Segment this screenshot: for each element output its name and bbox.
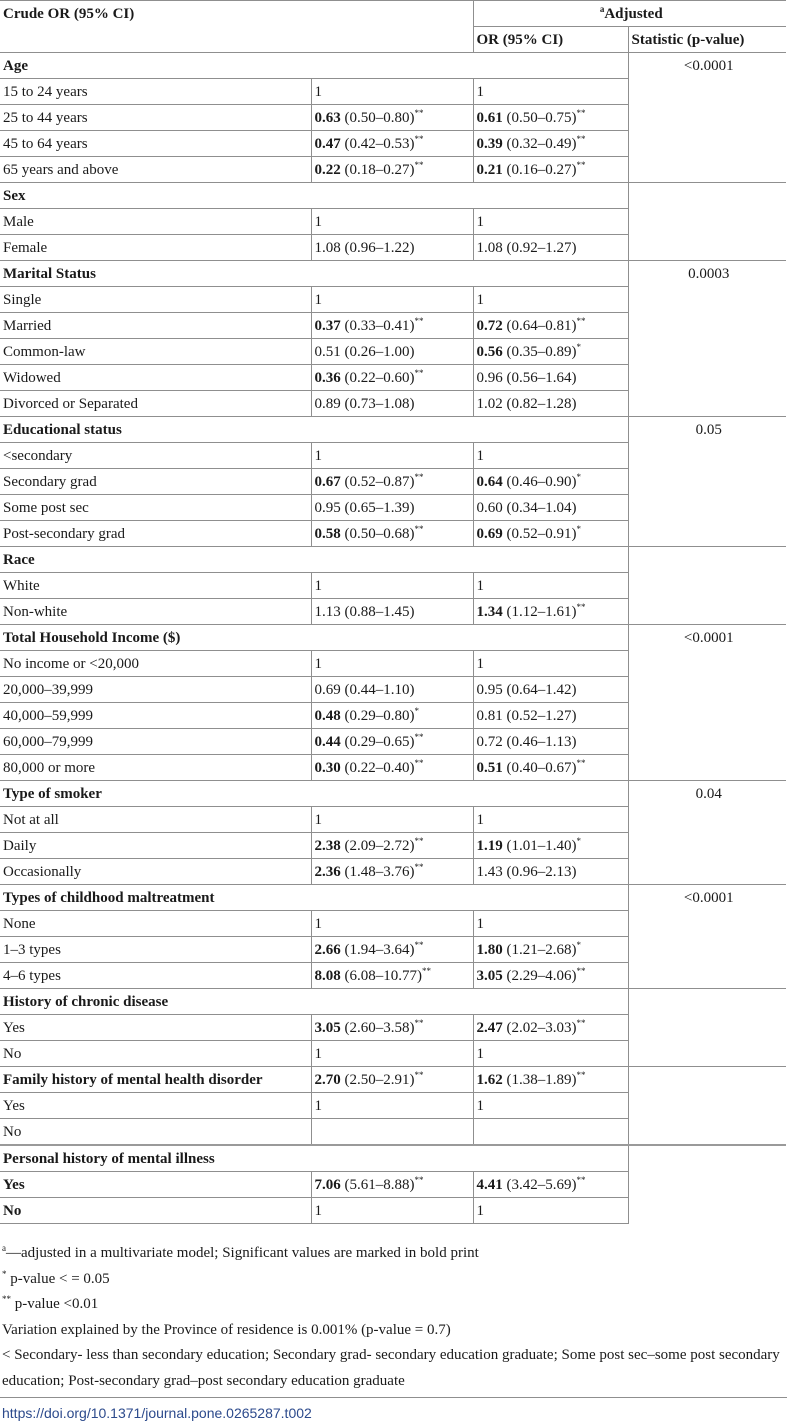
row-label: Secondary grad bbox=[0, 469, 311, 495]
table-section-row bbox=[0, 183, 786, 209]
statistic-p-value: 0.05 bbox=[628, 417, 786, 547]
adjusted-or-cell: 1.08 (0.92–1.27) bbox=[473, 235, 628, 261]
table-footnotes bbox=[2, 1241, 784, 1394]
adjusted-or-cell bbox=[473, 1119, 628, 1146]
adjusted-or-cell: 0.81 (0.52–1.27) bbox=[473, 703, 628, 729]
adjusted-or-cell: 1.19 (1.01–1.40)* bbox=[473, 833, 628, 859]
crude-or-cell: 1 bbox=[311, 1093, 473, 1119]
row-label: No bbox=[0, 1198, 311, 1224]
crude-or-cell: 1 bbox=[311, 807, 473, 833]
row-label: 60,000–79,999 bbox=[0, 729, 311, 755]
table-section-row bbox=[0, 53, 786, 79]
crude-or-cell bbox=[311, 1119, 473, 1146]
crude-or-cell: 0.22 (0.18–0.27)** bbox=[311, 157, 473, 183]
adjusted-or-cell: 1 bbox=[473, 573, 628, 599]
row-label: 15 to 24 years bbox=[0, 79, 311, 105]
row-label: 40,000–59,999 bbox=[0, 703, 311, 729]
adjusted-or-cell: 0.60 (0.34–1.04) bbox=[473, 495, 628, 521]
row-label: None bbox=[0, 911, 311, 937]
row-label: Daily bbox=[0, 833, 311, 859]
row-label: Common-law bbox=[0, 339, 311, 365]
statistic-p-value bbox=[628, 547, 786, 625]
adjusted-or-cell: 1 bbox=[473, 287, 628, 313]
header-crude-or: Crude OR (95% CI) bbox=[0, 1, 473, 53]
row-label: Male bbox=[0, 209, 311, 235]
crude-or-cell: 2.38 (2.09–2.72)** bbox=[311, 833, 473, 859]
row-label: <secondary bbox=[0, 443, 311, 469]
adjusted-or-cell: 0.39 (0.32–0.49)** bbox=[473, 131, 628, 157]
footnote-single-star: * p-value < = 0.05 bbox=[2, 1268, 110, 1287]
statistic-p-value: <0.0001 bbox=[628, 885, 786, 989]
adjusted-or-cell: 1 bbox=[473, 1093, 628, 1119]
crude-or-cell: 0.36 (0.22–0.60)** bbox=[311, 365, 473, 391]
crude-or-cell: 8.08 (6.08–10.77)** bbox=[311, 963, 473, 989]
adjusted-or-cell: 4.41 (3.42–5.69)** bbox=[473, 1172, 628, 1198]
row-label: Married bbox=[0, 313, 311, 339]
crude-or-cell: 0.89 (0.73–1.08) bbox=[311, 391, 473, 417]
crude-or-cell: 0.48 (0.29–0.80)* bbox=[311, 703, 473, 729]
crude-or-cell: 1 bbox=[311, 209, 473, 235]
section-label: Educational status bbox=[0, 417, 628, 443]
row-label: Yes bbox=[0, 1093, 311, 1119]
crude-or-cell: 3.05 (2.60–3.58)** bbox=[311, 1015, 473, 1041]
row-label: Not at all bbox=[0, 807, 311, 833]
section-label: History of chronic disease bbox=[0, 989, 628, 1015]
crude-or-cell: 1 bbox=[311, 573, 473, 599]
row-label: 1–3 types bbox=[0, 937, 311, 963]
row-label: Widowed bbox=[0, 365, 311, 391]
section-label: Marital Status bbox=[0, 261, 628, 287]
table-section-row bbox=[0, 547, 786, 573]
table-section-row bbox=[0, 417, 786, 443]
section-label: Race bbox=[0, 547, 628, 573]
crude-or-cell: 0.30 (0.22–0.40)** bbox=[311, 755, 473, 781]
crude-or-cell: 0.69 (0.44–1.10) bbox=[311, 677, 473, 703]
row-label: Post-secondary grad bbox=[0, 521, 311, 547]
section-label: Types of childhood maltreatment bbox=[0, 885, 628, 911]
crude-or-cell: 0.37 (0.33–0.41)** bbox=[311, 313, 473, 339]
crude-or-cell: 0.51 (0.26–1.00) bbox=[311, 339, 473, 365]
crude-or-cell: 0.47 (0.42–0.53)** bbox=[311, 131, 473, 157]
footnote-double-star: ** p-value <0.01 bbox=[2, 1294, 99, 1312]
adjusted-or-cell: 1.62 (1.38–1.89)** bbox=[473, 1067, 628, 1093]
table-section-row bbox=[0, 1145, 786, 1172]
crude-or-cell: 1 bbox=[311, 287, 473, 313]
crude-or-cell: 0.95 (0.65–1.39) bbox=[311, 495, 473, 521]
section-label: Total Household Income ($) bbox=[0, 625, 628, 651]
header-row-1 bbox=[0, 1, 786, 27]
row-label: 20,000–39,999 bbox=[0, 677, 311, 703]
crude-or-cell: 0.58 (0.50–0.68)** bbox=[311, 521, 473, 547]
crude-or-cell: 1 bbox=[311, 79, 473, 105]
crude-or-cell: 1.13 (0.88–1.45) bbox=[311, 599, 473, 625]
row-label: Family history of mental health disorder bbox=[0, 1067, 311, 1093]
adjusted-or-cell: 0.72 (0.46–1.13) bbox=[473, 729, 628, 755]
adjusted-or-cell: 1 bbox=[473, 443, 628, 469]
crude-or-cell: 1 bbox=[311, 443, 473, 469]
row-label: White bbox=[0, 573, 311, 599]
crude-or-cell: 1 bbox=[311, 1041, 473, 1067]
crude-or-cell: 0.44 (0.29–0.65)** bbox=[311, 729, 473, 755]
adjusted-or-cell: 1.80 (1.21–2.68)* bbox=[473, 937, 628, 963]
row-label: 65 years and above bbox=[0, 157, 311, 183]
adjusted-or-cell: 1.43 (0.96–2.13) bbox=[473, 859, 628, 885]
row-label: Yes bbox=[0, 1015, 311, 1041]
adjusted-or-cell: 1 bbox=[473, 807, 628, 833]
adjusted-or-cell: 3.05 (2.29–4.06)** bbox=[473, 963, 628, 989]
row-label: Some post sec bbox=[0, 495, 311, 521]
row-label: Single bbox=[0, 287, 311, 313]
crude-or-cell: 7.06 (5.61–8.88)** bbox=[311, 1172, 473, 1198]
row-label: 25 to 44 years bbox=[0, 105, 311, 131]
statistic-p-value bbox=[628, 989, 786, 1067]
table-section-row bbox=[0, 625, 786, 651]
section-label: Age bbox=[0, 53, 628, 79]
table-row bbox=[0, 1067, 786, 1093]
section-label: Personal history of mental illness bbox=[0, 1145, 628, 1172]
crude-or-cell: 0.63 (0.50–0.80)** bbox=[311, 105, 473, 131]
header-adjusted: $^a$Adjusted bbox=[473, 1, 786, 27]
footnote-province: Variation explained by the Province of residence is 0.001% (p-value = 0.7) bbox=[2, 1321, 451, 1338]
statistic-p-value bbox=[628, 1145, 786, 1224]
adjusted-or-cell: 0.72 (0.64–0.81)** bbox=[473, 313, 628, 339]
adjusted-or-cell: 0.95 (0.64–1.42) bbox=[473, 677, 628, 703]
adjusted-or-cell: 2.47 (2.02–3.03)** bbox=[473, 1015, 628, 1041]
adjusted-or-cell: 0.96 (0.56–1.64) bbox=[473, 365, 628, 391]
divider bbox=[0, 1397, 787, 1398]
section-label: Sex bbox=[0, 183, 628, 209]
table-section-row bbox=[0, 781, 786, 807]
adjusted-or-cell: 0.21 (0.16–0.27)** bbox=[473, 157, 628, 183]
crude-or-cell: 1 bbox=[311, 911, 473, 937]
crude-or-cell: 0.67 (0.52–0.87)** bbox=[311, 469, 473, 495]
adjusted-or-cell: 1 bbox=[473, 1198, 628, 1224]
row-label: Non-white bbox=[0, 599, 311, 625]
row-label: No bbox=[0, 1119, 311, 1146]
adjusted-or-cell: 0.56 (0.35–0.89)* bbox=[473, 339, 628, 365]
crude-or-cell: 1 bbox=[311, 1198, 473, 1224]
crude-or-cell: 1 bbox=[311, 651, 473, 677]
adjusted-or-cell: 1.34 (1.12–1.61)** bbox=[473, 599, 628, 625]
header-or-ci: OR (95% CI) bbox=[473, 27, 628, 53]
adjusted-or-cell: 0.64 (0.46–0.90)* bbox=[473, 469, 628, 495]
statistic-p-value bbox=[628, 1067, 786, 1146]
statistic-p-value: 0.0003 bbox=[628, 261, 786, 417]
header-statistic: Statistic (p-value) bbox=[628, 27, 786, 53]
statistic-p-value: 0.04 bbox=[628, 781, 786, 885]
row-label: Yes bbox=[0, 1172, 311, 1198]
adjusted-or-cell: 1 bbox=[473, 209, 628, 235]
row-label: Female bbox=[0, 235, 311, 261]
adjusted-or-cell: 0.51 (0.40–0.67)** bbox=[473, 755, 628, 781]
table-section-row bbox=[0, 885, 786, 911]
adjusted-or-cell: 1 bbox=[473, 1041, 628, 1067]
row-label: 45 to 64 years bbox=[0, 131, 311, 157]
adjusted-or-cell: 0.61 (0.50–0.75)** bbox=[473, 105, 628, 131]
statistic-p-value: <0.0001 bbox=[628, 625, 786, 781]
crude-or-cell: 2.70 (2.50–2.91)** bbox=[311, 1067, 473, 1093]
adjusted-or-cell: 1.02 (0.82–1.28) bbox=[473, 391, 628, 417]
statistic-p-value: <0.0001 bbox=[628, 53, 786, 183]
row-label: 4–6 types bbox=[0, 963, 311, 989]
adjusted-or-cell: 1 bbox=[473, 651, 628, 677]
row-label: Occasionally bbox=[0, 859, 311, 885]
footnote-adjusted: $^a$—adjusted in a multivariate model; Significant values are marked in bold print bbox=[2, 1243, 479, 1261]
crude-or-cell: 1.08 (0.96–1.22) bbox=[311, 235, 473, 261]
row-label: No bbox=[0, 1041, 311, 1067]
row-label: Divorced or Separated bbox=[0, 391, 311, 417]
crude-or-cell: 2.36 (1.48–3.76)** bbox=[311, 859, 473, 885]
section-label: Type of smoker bbox=[0, 781, 628, 807]
adjusted-or-cell: 0.69 (0.52–0.91)* bbox=[473, 521, 628, 547]
adjusted-or-cell: 1 bbox=[473, 911, 628, 937]
row-label: 80,000 or more bbox=[0, 755, 311, 781]
row-label: No income or <20,000 bbox=[0, 651, 311, 677]
statistic-p-value bbox=[628, 183, 786, 261]
table-section-row bbox=[0, 989, 786, 1015]
crude-or-cell: 2.66 (1.94–3.64)** bbox=[311, 937, 473, 963]
table-section-row bbox=[0, 261, 786, 287]
adjusted-or-cell: 1 bbox=[473, 79, 628, 105]
doi-link[interactable]: https://doi.org/10.1371/journal.pone.0265287.t002 bbox=[2, 1405, 312, 1421]
footnote-abbreviations: < Secondary- less than secondary education; Secondary grad- secondary education graduate; Some post sec–some post secondary education; Post-secondary grad–post secondary education graduate bbox=[2, 1347, 780, 1389]
